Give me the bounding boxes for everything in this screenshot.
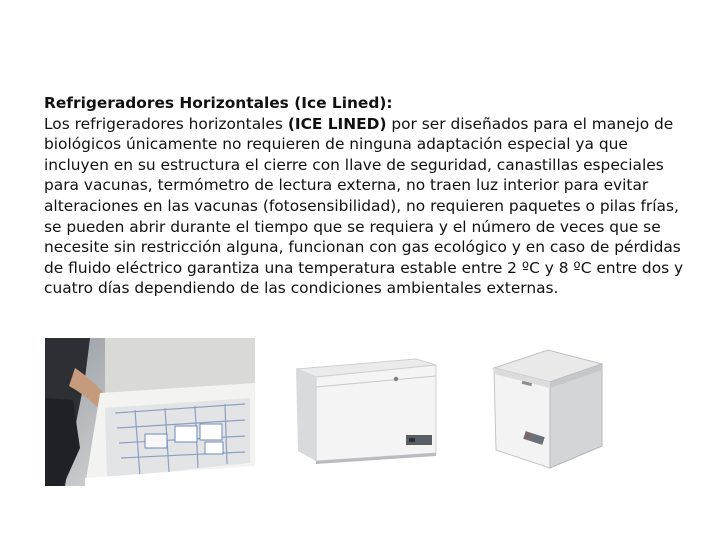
paragraph-bold-term: (ICE LINED) <box>287 114 387 133</box>
closed-chest-freezer-photo <box>286 355 441 465</box>
slide-paragraph <box>44 115 683 298</box>
paragraph-text-rest: por ser diseñados para el manejo de biológicos únicamente no requieren de ninguna adaptación especial ya que incluyen en su estructura el cierre con llave de seguridad, canastillas especiales para vacunas, termómetro de lectura externa, no traen luz interior para evitar alteraciones en las vacunas (fotosensibilidad), no requieren paquetes o pilas frías, se pueden abrir durante el tiempo que se requiera y el número de veces que se necesite sin restricción alguna, funcionan con gas ecológico y en caso de pérdidas de fluido eléctrico garantiza una temperatura estable entre 2 ºC y 8 ºC entre dos y cuatro días dependiendo de las condiciones ambientales externas. <box>44 114 684 298</box>
slide-heading: Refrigeradores Horizontales (Ice Lined): <box>44 94 393 112</box>
paragraph-text-start: Los refrigeradores horizontales <box>44 114 288 133</box>
small-chest-freezer-photo <box>486 346 610 474</box>
slide-text <box>44 93 694 299</box>
person-loading-chest-freezer-photo <box>45 338 255 486</box>
